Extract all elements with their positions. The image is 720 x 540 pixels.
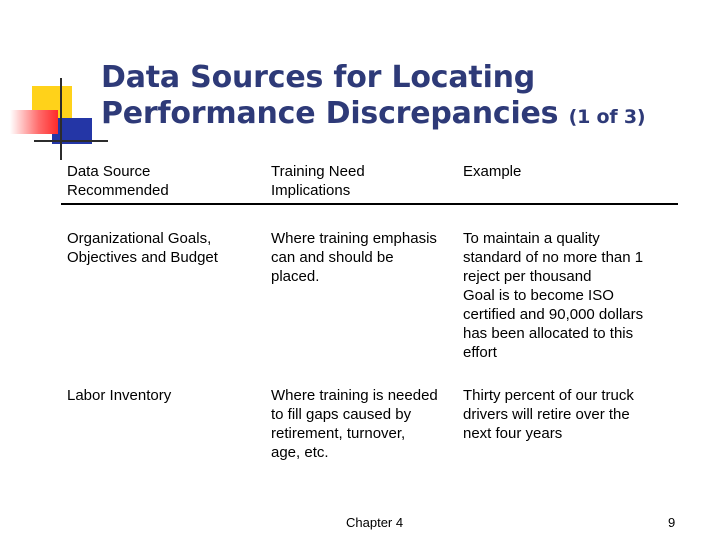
cell-line: can and should be bbox=[271, 249, 394, 266]
header-line: Recommended bbox=[67, 182, 169, 199]
cell-line: next four years bbox=[463, 425, 563, 442]
chapter-label: Chapter 4 bbox=[346, 515, 404, 530]
header-rule bbox=[61, 203, 678, 205]
cell-line: effort bbox=[463, 344, 497, 361]
cell-line: To maintain a quality bbox=[463, 230, 600, 247]
cell-line: standard of no more than 1 bbox=[463, 249, 644, 266]
header-data-source bbox=[67, 162, 257, 200]
slide-title bbox=[101, 60, 701, 135]
cell-line: reject per thousand bbox=[463, 268, 592, 285]
cell-line: has been allocated to this bbox=[463, 325, 634, 342]
title-note: (1 of 3) bbox=[568, 106, 646, 128]
cell-line: retirement, turnover, bbox=[271, 425, 406, 442]
row-1-implication bbox=[271, 229, 469, 286]
cell-line: Thirty percent of our truck bbox=[463, 387, 634, 404]
cell-line: Labor Inventory bbox=[67, 387, 172, 404]
row-2-implication bbox=[271, 386, 469, 462]
cell-line: Objectives and Budget bbox=[67, 249, 218, 266]
row-2-example bbox=[463, 386, 677, 443]
row-2-source bbox=[67, 386, 257, 405]
cell-line: Organizational Goals, bbox=[67, 230, 212, 247]
header-line: Data Source bbox=[67, 163, 151, 180]
cell-line: to fill gaps caused by bbox=[271, 406, 412, 423]
header-training-need bbox=[271, 162, 459, 200]
cell-line: certified and 90,000 dollars bbox=[463, 306, 644, 323]
header-line: Training Need bbox=[271, 163, 365, 180]
vertical-rule bbox=[60, 78, 62, 160]
title-line-2-text: Performance Discrepancies bbox=[101, 96, 559, 131]
header-example bbox=[463, 162, 677, 181]
row-1-source bbox=[67, 229, 257, 267]
red-gradient-bar bbox=[10, 110, 58, 134]
horizontal-rule bbox=[34, 140, 108, 142]
cell-line: placed. bbox=[271, 268, 320, 285]
row-1-example bbox=[463, 229, 677, 362]
header-line: Example bbox=[463, 163, 522, 180]
page-number: 9 bbox=[668, 515, 676, 530]
title-line-1: Data Sources for Locating bbox=[101, 60, 536, 95]
header-line: Implications bbox=[271, 182, 351, 199]
title-line-2 bbox=[101, 96, 701, 135]
cell-line: age, etc. bbox=[271, 444, 329, 461]
cell-line: drivers will retire over the bbox=[463, 406, 630, 423]
cell-line: Where training emphasis bbox=[271, 230, 437, 247]
cell-line: Goal is to become ISO bbox=[463, 287, 614, 304]
cell-line: Where training is needed bbox=[271, 387, 438, 404]
